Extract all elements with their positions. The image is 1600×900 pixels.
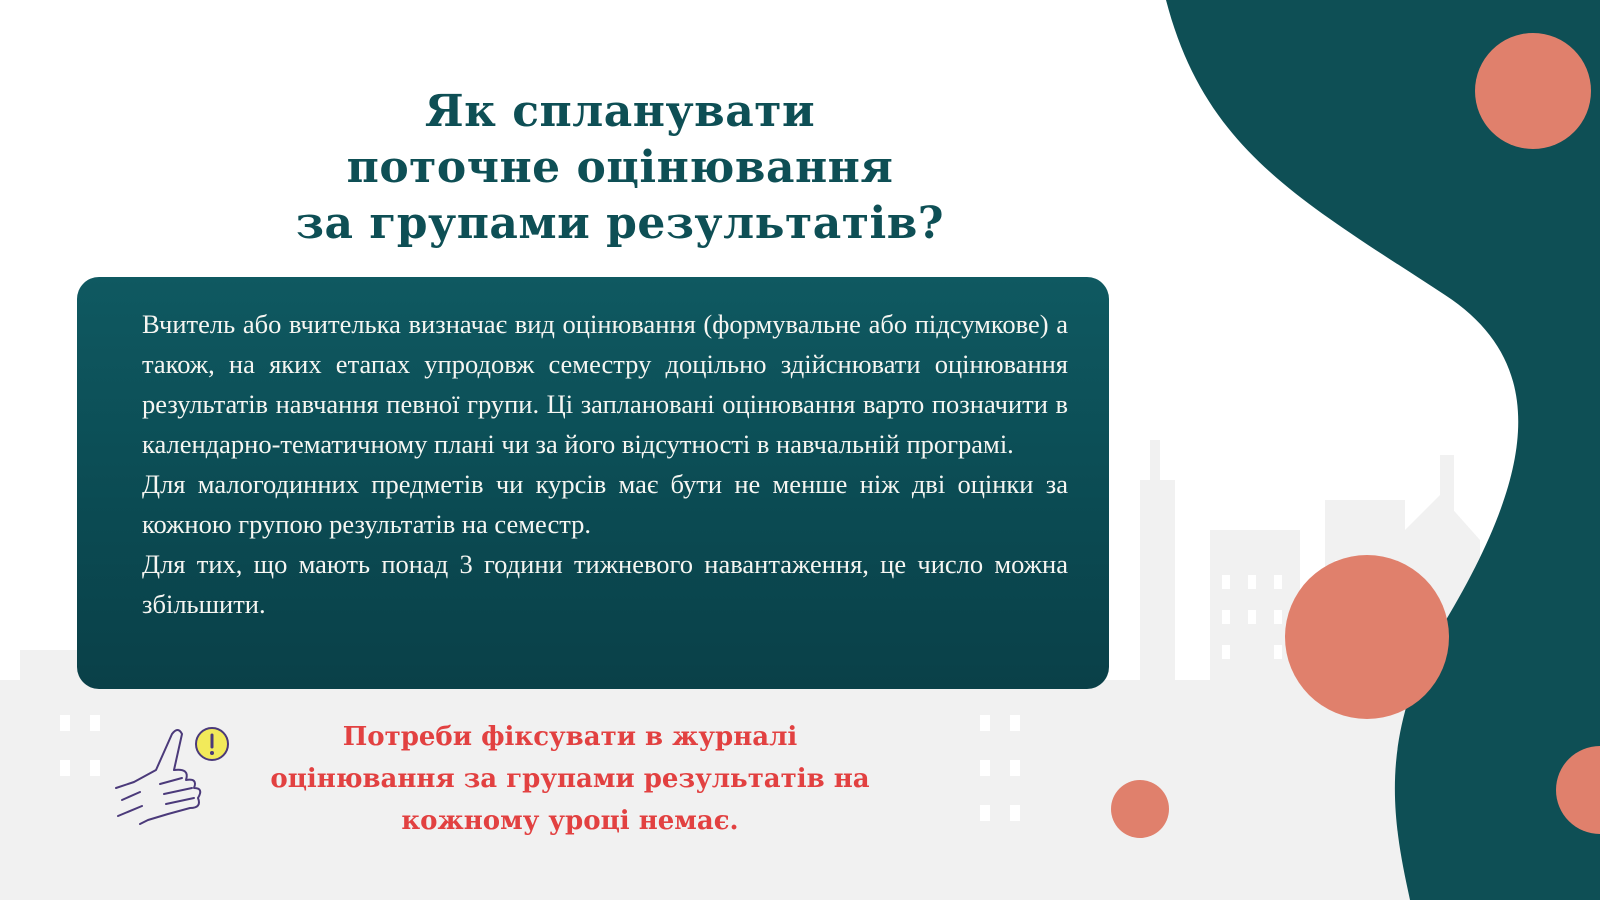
journal-note	[200, 716, 940, 842]
info-panel-text	[142, 304, 1068, 624]
info-paragraph: Для тих, що мають понад 3 години тижневого навантаження, це число можна збільшити.	[142, 549, 1068, 619]
info-paragraph: Вчитель або вчителька визначає вид оцінювання (формувальне або підсумкове) а також, на яких етапах упродовж семестру доцільно здійснювати оцінювання результатів навчання певної групи. Ці заплановані оцінювання варто позначити в календарно-тематичному плані чи за його відсутності в навчальній програмі.	[142, 309, 1068, 459]
slide-title	[280, 84, 960, 252]
title-line: Як спланувати	[424, 86, 816, 137]
coral-circle-small	[1111, 780, 1169, 838]
coral-circle-top	[1475, 33, 1591, 149]
title-line: поточне оцінювання	[346, 142, 894, 193]
title-line: за групами результатів?	[295, 198, 945, 249]
coral-circle-middle	[1285, 555, 1449, 719]
note-line: кожному уроці немає.	[401, 806, 739, 836]
note-line: оцінювання за групами результатів на	[270, 764, 870, 794]
note-line: Потреби фіксувати в журналі	[342, 722, 798, 752]
info-paragraph: Для малогодинних предметів чи курсів має бути не менше ніж дві оцінки за кожною групою результатів на семестр.	[142, 469, 1068, 539]
